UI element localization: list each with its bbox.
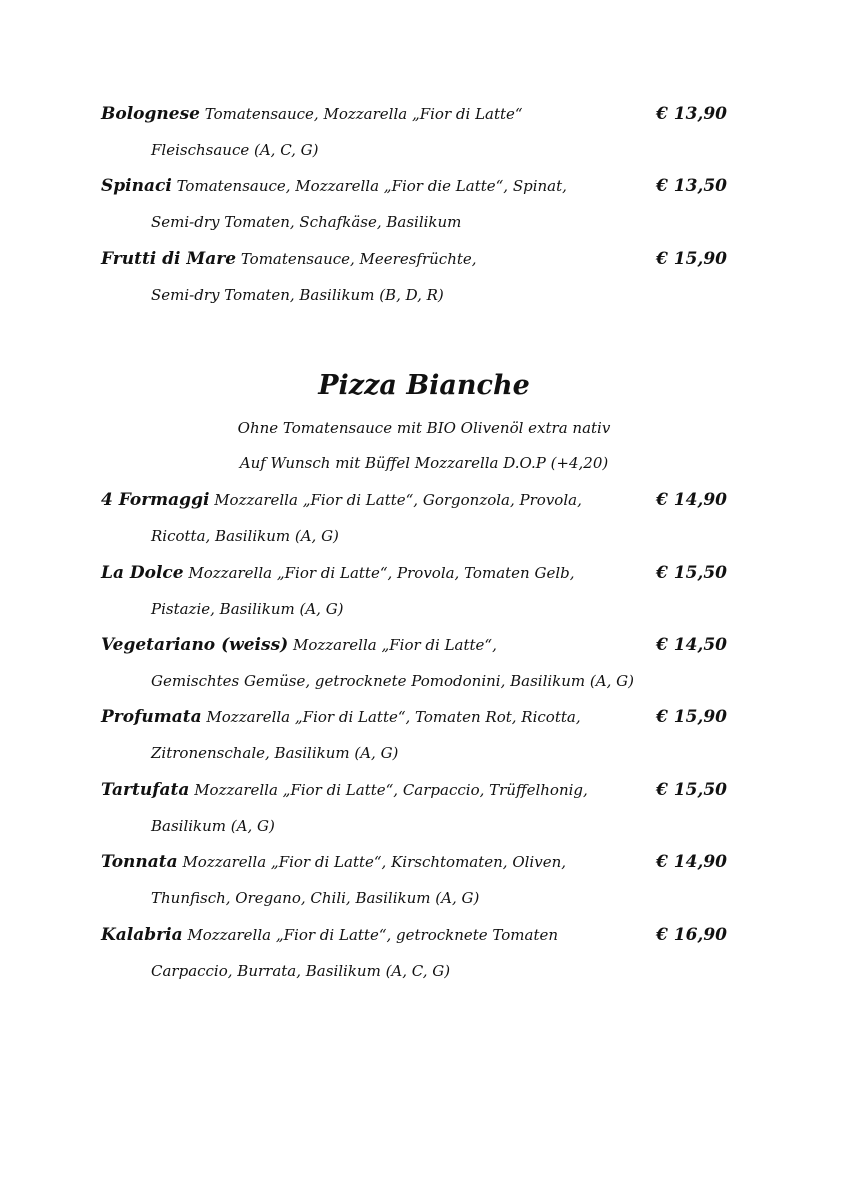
item-name: Vegetariano (weiss) [101,635,289,655]
item-price: € 14,50 [656,635,727,655]
item-name: Tonnata [101,852,178,872]
item-description-cont: Semi-dry Tomaten, Basilikum (B, D, R) [151,286,444,304]
menu-item-la-dolce [101,562,727,618]
section-subtitle-extra: Auf Wunsch mit Büffel Mozzarella D.O.P (+4,20) [239,454,609,472]
item-description-cont: Pistazie, Basilikum (A, G) [151,600,344,618]
item-description: Mozzarella „Fior di Latte“, Kirschtomaten, Oliven, [182,853,567,871]
item-name: Frutti di Mare [101,249,237,269]
item-description: Tomatensauce, Meeresfrüchte, [240,250,477,268]
item-price: € 16,90 [656,925,727,945]
menu-item-frutti-di-mare [101,248,727,304]
item-description: Mozzarella „Fior di Latte“, getrocknete Tomaten [187,926,559,944]
item-description: Tomatensauce, Mozzarella „Fior die Latte“, Spinat, [176,177,567,195]
menu-item-tartufata [101,779,727,835]
item-description: Mozzarella „Fior di Latte“, Carpaccio, Trüffelhonig, [194,781,588,799]
menu-item-kalabria [101,924,727,980]
item-description-cont: Fleischsauce (A, C, G) [151,141,319,159]
item-name: Spinaci [101,176,172,196]
item-price: € 15,90 [656,707,727,727]
item-price: € 15,90 [656,249,727,269]
item-description-cont: Gemischtes Gemüse, getrocknete Pomodonini, Basilikum (A, G) [151,672,634,690]
item-description-cont: Semi-dry Tomaten, Schafkäse, Basilikum [151,213,462,231]
item-description: Mozzarella „Fior di Latte“, Gorgonzola, Provola, [214,491,582,509]
item-name: 4 Formaggi [101,490,210,510]
item-description-cont: Thunfisch, Oregano, Chili, Basilikum (A, G) [151,889,480,907]
item-description: Mozzarella „Fior di Latte“, [292,636,497,654]
item-description: Mozzarella „Fior di Latte“, Tomaten Rot, Ricotta, [206,708,581,726]
item-price: € 14,90 [656,852,727,872]
item-price: € 15,50 [656,563,727,583]
item-name: Kalabria [101,925,183,945]
item-price: € 13,50 [656,176,727,196]
item-description-cont: Ricotta, Basilikum (A, G) [151,527,339,545]
item-price: € 13,90 [656,104,727,124]
section-title: Pizza Bianche [318,370,530,401]
item-price: € 15,50 [656,780,727,800]
item-name: La Dolce [101,563,184,583]
menu-item-profumata [101,706,727,762]
section-subtitle: Ohne Tomatensauce mit BIO Olivenöl extra nativ [237,419,611,437]
menu-item-vegetariano [101,634,727,690]
menu-item-bolognese [101,103,727,159]
menu-item-4-formaggi [101,489,727,545]
item-name: Bolognese [101,104,200,124]
item-description-cont: Basilikum (A, G) [151,817,275,835]
item-description: Tomatensauce, Mozzarella „Fior di Latte“ [204,105,523,123]
item-description-cont: Carpaccio, Burrata, Basilikum (A, C, G) [151,962,451,980]
menu-item-tonnata [101,851,727,907]
item-name: Tartufata [101,780,190,800]
item-price: € 14,90 [656,490,727,510]
item-description: Mozzarella „Fior di Latte“, Provola, Tomaten Gelb, [188,564,575,582]
item-description-cont: Zitronenschale, Basilikum (A, G) [151,744,399,762]
menu-item-spinaci [101,175,727,231]
item-name: Profumata [101,707,202,727]
